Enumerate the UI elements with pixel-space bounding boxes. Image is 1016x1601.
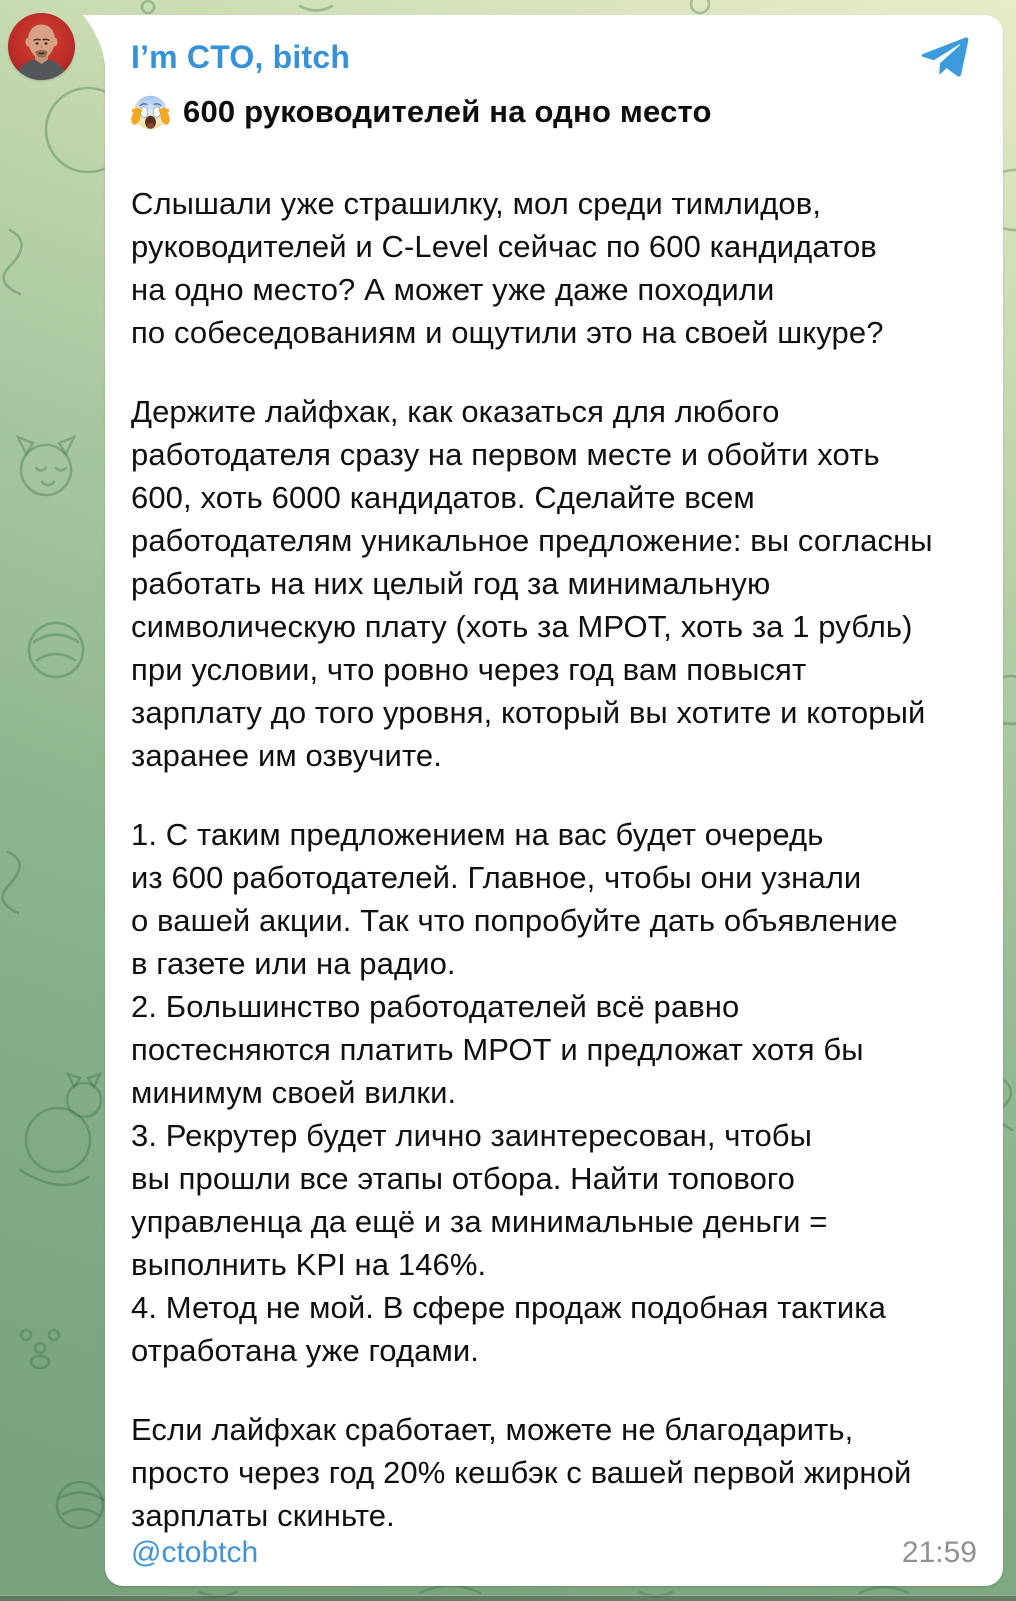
message-title-row	[131, 90, 977, 134]
composer-edge-strip	[0, 1595, 1016, 1601]
message-title: 600 руководителей на одно место	[183, 94, 712, 129]
message-footer	[131, 1536, 977, 1570]
message-paragraph: Слышали уже страшилку, мол среди тимлидов, руководителей и C-Level сейчас по 600 кандидатов на одно место? А может уже даже походили по собеседованиям и ощутили это на своей шкуре?	[131, 186, 884, 350]
channel-name[interactable]: I’m CTO, bitch	[131, 39, 351, 75]
screaming-face-emoji-icon	[131, 93, 170, 132]
timestamp: 21:59	[901, 1536, 977, 1569]
message-paragraph: Держите лайфхак, как оказаться для любого работодателя сразу на первом месте и обойти хоть 600, хоть 6000 кандидатов. Сделайте всем работодателям уникальное предложение: вы согласны работать на них целый год за минимальную символическую плату (хоть за МРОТ, хоть за 1 рубль) при условии, что ровно через год вам повысят зарплату до того уровня, который вы хотите и который заранее им озвучите.	[131, 394, 933, 773]
channel-avatar-image	[8, 13, 75, 80]
message-paragraph: Если лайфхак сработает, можете не благодарить, просто через год 20% кешбэк с вашей первой жирной зарплаты скиньте.	[131, 1412, 912, 1533]
bubble-tail	[83, 15, 106, 71]
telegram-plane-icon[interactable]	[917, 31, 973, 83]
message-body	[131, 182, 977, 1537]
message-paragraph-list: 1. С таким предложением на вас будет очередь из 600 работодателей. Главное, чтобы они узнали о вашей акции. Так что попробуйте дать объявление в газете или на радио. 2. Большинство работодателей всё равно постесняются платить МРОТ и предложат хотя бы минимум своей вилки. 3. Рекрутер будет лично заинтересован, чтобы вы прошли все этапы отбора. Найти топового управленца да ещё и за минимальные деньги = выполнить KPI на 146%. 4. Метод не мой. В сфере продаж подобная тактика отработана уже годами.	[131, 817, 898, 1368]
channel-avatar[interactable]	[8, 13, 75, 80]
message-bubble	[105, 15, 1003, 1586]
username-link[interactable]: @ctobtch	[131, 1536, 259, 1569]
